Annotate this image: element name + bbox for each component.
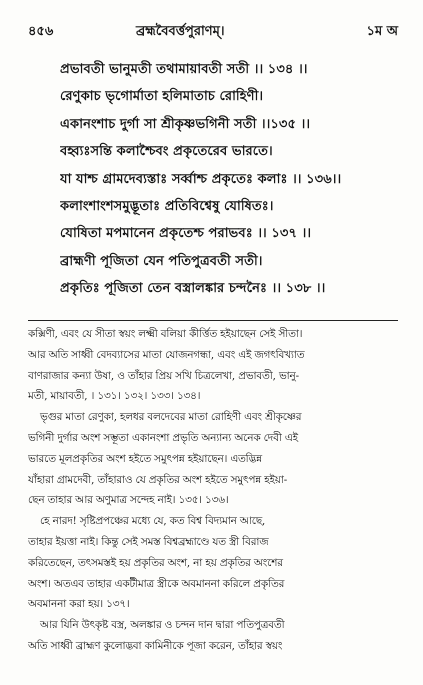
section-divider: [28, 320, 398, 321]
commentary-line: অতি সাধ্বী ব্রাহ্মণ কুলোদ্ভবা কামিনীকে পূজা করেন, তাঁহার স্বয়ং: [28, 639, 283, 652]
commentary-line: ভগিনী দুর্গার অংশ সম্ভূতা একানংশা প্রভৃতি অন্যান্য অনেক দেবী এই: [28, 431, 298, 444]
page-number: ৪৫৬: [28, 24, 54, 39]
commentary-line: ভৃগুর মাতা রেণুকা, হলধর বলদেবের মাতা রোহিণী এবং শ্রীকৃষ্ণের: [40, 411, 302, 424]
commentary-line: ছেন তাহার আর অণুমাত্র সন্দেহ নাই। ১৩৫। ১৩৬।: [28, 494, 229, 507]
commentary-line: হে নারদ! সৃষ্টিপ্রপঞ্চের মধ্যে যে, কত বিশ্ব বিদ্যমান আছে,: [40, 515, 266, 528]
bengali-commentary: [28, 324, 400, 657]
commentary-line: করিতেছেন, তৎসমস্তই হয় প্রকৃতির অংশ, না হয় প্রকৃতির অংশের: [28, 556, 283, 569]
sanskrit-verses: [60, 56, 410, 303]
commentary-line: অংশ। অতএব তাহার একটীমাত্র স্ত্রীকে অবমাননা করিলে প্রকৃতির: [28, 577, 285, 590]
verse-line: কলাংশাংশসমুদ্ভূতাঃ প্রতিবিশ্বেষু যোষিতঃ।: [60, 198, 274, 214]
commentary-line: বাণরাজার কন্যা উষা, ও তাঁহার প্রিয় সখি চিত্রলেখা, প্রভাবতী, ভানু-: [28, 369, 299, 382]
commentary-line: যাঁহারা গ্রামদেবী, তাঁহারাও যে প্রকৃতির অংশ হইতে সমুৎপন্ন হইয়া-: [28, 473, 288, 486]
verse-line: প্রকৃতিঃ পূজিতা তেন বস্ত্রালঙ্কার চন্দনৈঃ ।। ১৩৮ ।।: [60, 281, 326, 297]
page-header: [28, 22, 398, 42]
commentary-line: মতী, মায়াবতী, । ১৩১। ১৩২। ১৩৩। ১৩৪।: [28, 390, 201, 403]
verse-line: প্রভাবতী ভানুমতী তথামায়াবতী সতী ।। ১৩৪ ।।: [60, 62, 308, 77]
running-title: ব্রহ্মবৈবর্ত্তপুরাণম্।: [136, 24, 225, 39]
commentary-line: আর যিনি উৎকৃষ্ট বস্ত্র, অলঙ্কার ও চন্দন দান দ্বারা পতিপুত্রবতী: [40, 619, 285, 632]
verse-line: বহ্ব্যঃসন্তি কলাশ্চৈবং প্রকৃতেরেব ভারতে।: [60, 144, 273, 160]
verse-line: রেণুকাচ ভৃগোর্মাতা হলিমাতাচ রোহিণী।: [60, 89, 264, 105]
commentary-line: কক্সিণী, এবং যে সীতা স্বয়ং লক্ষ্মী বলিয়া কীর্ত্তিত হইয়াছেন সেই সীতা।: [28, 328, 303, 340]
chapter-label: ১ম অ: [366, 24, 398, 39]
commentary-line: অবমাননা করা হয়। ১৩৭।: [28, 598, 130, 611]
commentary-line: তাহার ইয়ত্তা নাই। কিন্তু সেই সমস্ত বিশ্বব্রহ্মাণ্ডে যত স্ত্রী বিরাজ: [28, 535, 269, 548]
verse-line: যা যাশ্চ গ্রামদেব্যস্তাঃ সর্ব্বাশ্চ প্রকৃতেঃ কলাঃ ।। ১৩৬।।: [60, 171, 342, 187]
verse-line: যোষিতা মপমানেন প্রকৃতেশ্চ পরাভবঃ ।। ১৩৭ ।।: [60, 226, 312, 242]
verse-line: একানংশাচ দুর্গা সা শ্রীকৃষ্ণভগিনী সতী ।।১৩৫ ।।: [60, 116, 311, 132]
commentary-line: ভারতে মূলপ্রকৃতির অংশ হইতে সমুৎপন্ন হইয়াছেন। এতদ্ভিন্ন: [28, 452, 262, 465]
commentary-line: আর অতি সাধ্বী বেদব্যাসের মাতা যোজনগন্ধা, এবং এই জগৎবিখ্যাত: [28, 348, 305, 361]
verse-line: ব্রাহ্মণী পূজিতা যেন পতিপুত্রবতী সতী।: [60, 253, 263, 269]
